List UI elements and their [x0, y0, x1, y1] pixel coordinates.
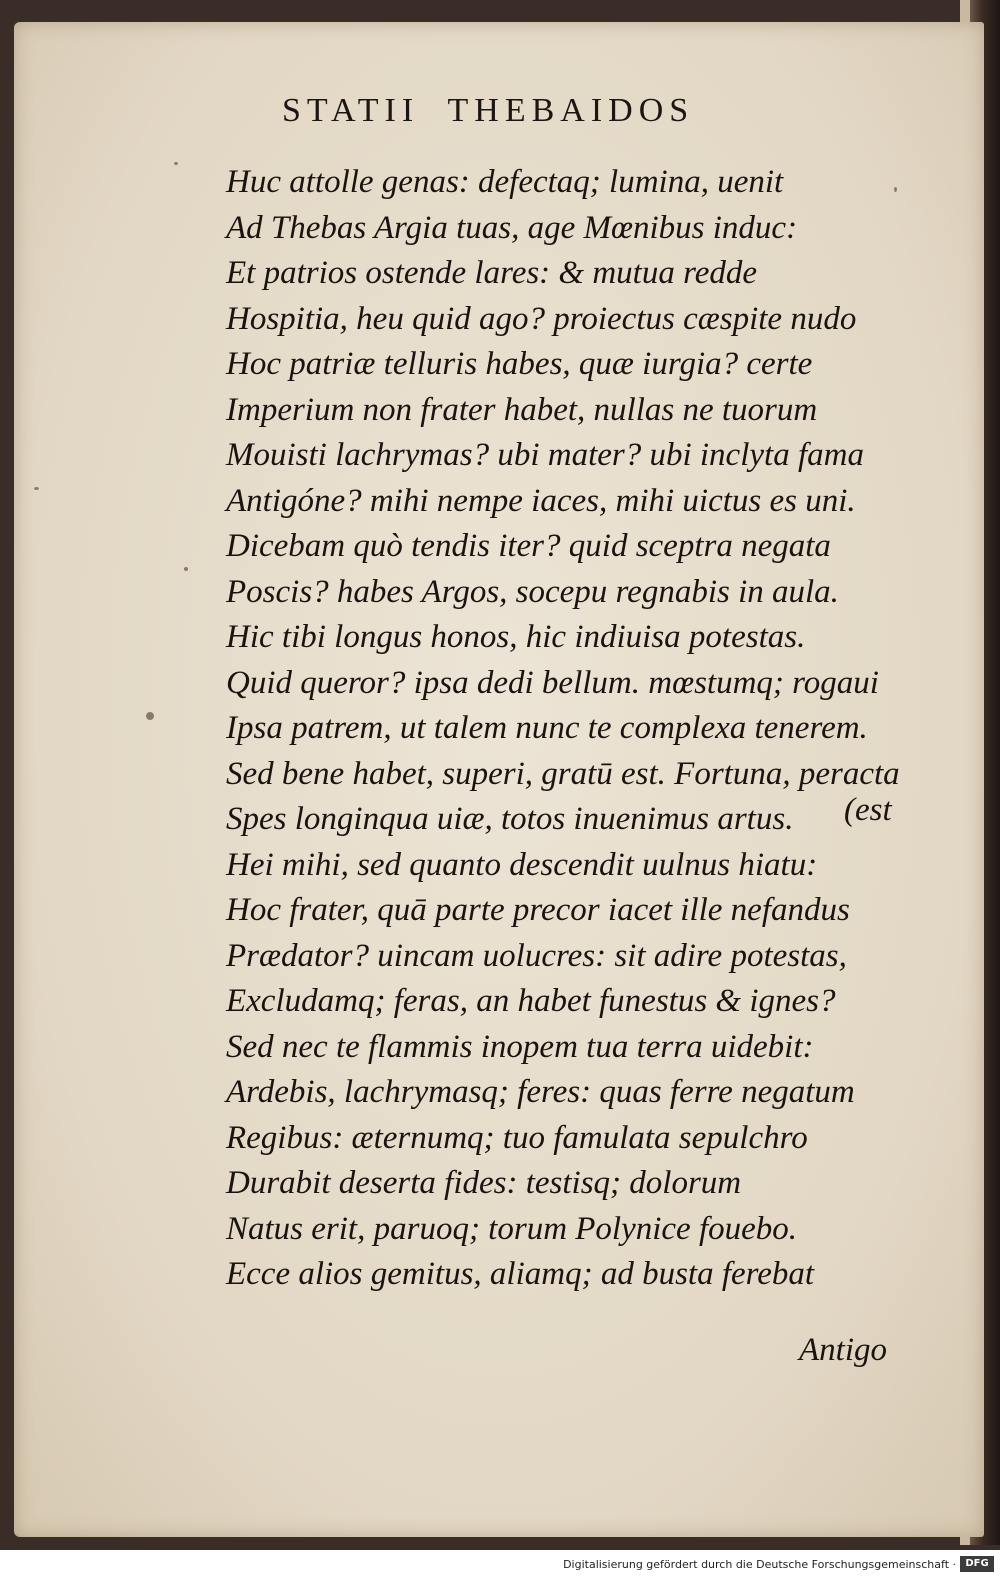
verse-line: Hei mihi, sed quanto descendit uulnus hiatu:	[226, 846, 818, 883]
verse-line: Imperium non frater habet, nullas ne tuorum	[226, 391, 818, 428]
paper-speck	[174, 162, 178, 165]
verse-line: Huc attolle genas: defectaq; lumina, uenit	[226, 164, 784, 200]
verse-line: Et patrios ostende lares: & mutua redde	[226, 255, 757, 291]
verse-line: Antigóne? mihi nempe iaces, mihi uictus es uni.	[226, 482, 856, 519]
verse-line: Ipsa patrem, ut talem nunc te complexa tenerem.	[226, 710, 868, 746]
paper-speck	[184, 567, 188, 571]
margin-continuation: (est	[844, 792, 892, 828]
verse-line: Sed bene habet, superi, gratū est. Fortuna, peracta	[226, 755, 900, 792]
verse-line: Hic tibi longus honos, hic indiuisa potestas.	[226, 619, 806, 655]
running-head: STATII THEBAIDOS	[282, 92, 695, 129]
verse-line: Ad Thebas Argia tuas, age Mœnibus induc:	[226, 209, 798, 246]
verse-line: Hoc frater, quā parte precor iacet ille nefandus	[226, 892, 850, 928]
verse-line: Sed nec te flammis inopem tua terra uidebit:	[226, 1028, 814, 1065]
digitization-footer	[0, 1550, 1000, 1579]
paper-speck	[146, 712, 154, 720]
verse-line: Prædator? uincam uolucres: sit adire potestas,	[226, 937, 847, 974]
verse-line: Regibus: æternumq; tuo famulata sepulchro	[226, 1119, 808, 1156]
verse-line: Ardebis, lachrymasq; feres: quas ferre negatum	[226, 1074, 855, 1110]
verse-line: Spes longinqua uiæ, totos inuenimus artus.	[226, 801, 794, 837]
paper-speck	[894, 187, 897, 192]
verse-line: Durabit deserta fides: testisq; dolorum	[226, 1165, 742, 1201]
verse-block	[226, 160, 926, 1298]
verse-line: Ecce alios gemitus, aliamq; ad busta ferebat	[226, 1256, 815, 1292]
verse-line: Excludamq; feras, an habet funestus & ignes?	[226, 983, 836, 1019]
verse-line: Hoc patriæ telluris habes, quæ iurgia? certe	[226, 346, 813, 382]
paper-speck	[34, 487, 39, 490]
verse-line: Hospitia, heu quid ago? proiectus cæspite nudo	[226, 300, 857, 337]
book-page	[14, 22, 984, 1537]
verse-line: Mouisti lachrymas? ubi mater? ubi inclyta fama	[226, 437, 864, 473]
verse-line: Dicebam quò tendis iter? quid sceptra negata	[226, 528, 831, 564]
verse-line: Natus erit, paruoq; torum Polynice fouebo.	[226, 1210, 798, 1247]
verse-line: Quid queror? ipsa dedi bellum. mœstumq; rogaui	[226, 664, 879, 701]
footer-credit: Digitalisierung gefördert durch die Deutsche Forschungsgemeinschaft ·	[563, 1558, 956, 1571]
verse-line: Poscis? habes Argos, socери regnabis in aula.	[226, 573, 839, 610]
dfg-logo-icon: DFG	[960, 1556, 994, 1572]
catchword: Antigo	[799, 1332, 887, 1368]
